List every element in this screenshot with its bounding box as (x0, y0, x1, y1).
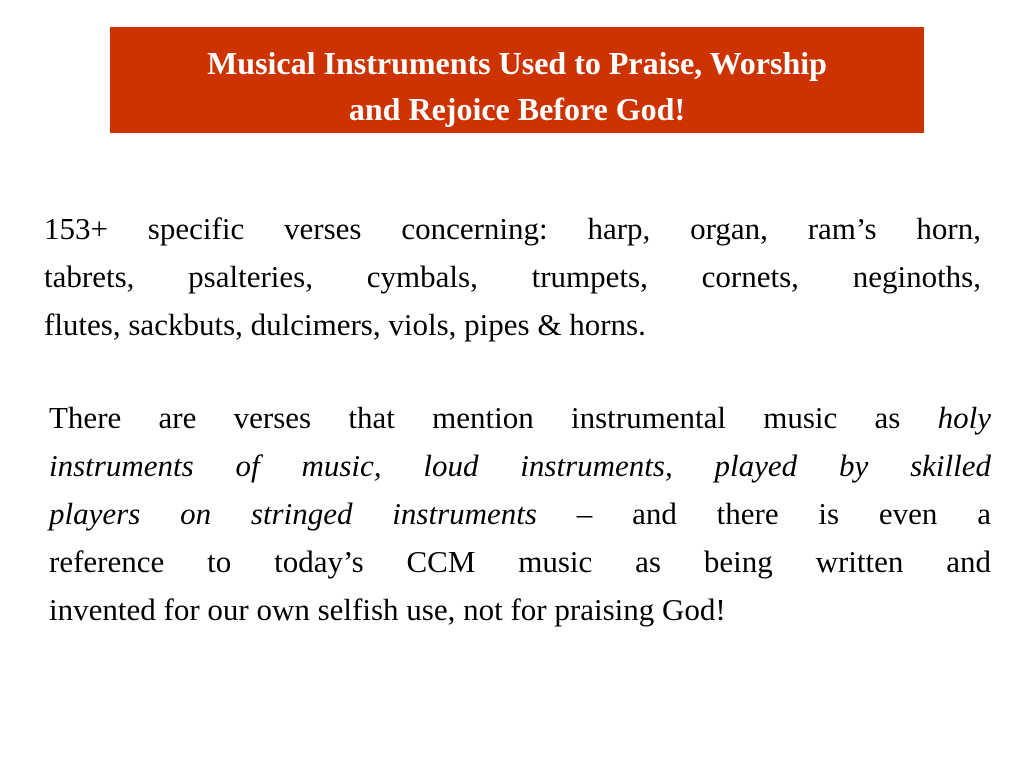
paragraph2-line-1 (49, 394, 991, 442)
slide-title-line-2: and Rejoice Before God! (348, 91, 686, 127)
paragraph1-line-2: tabrets, psalteries, cymbals, trumpets, cornets, neginoths, (44, 259, 981, 294)
paragraph2-line-2-italic: instruments of music, loud instruments, played by skilled (49, 448, 991, 483)
paragraph2-line-5: invented for our own selfish use, not for praising God! (49, 592, 726, 627)
slide-title-line-1: Musical Instruments Used to Praise, Worship (207, 45, 827, 81)
paragraph2-line-1-text: There are verses that mention instrumental music as (49, 400, 938, 435)
paragraph2-line-4: reference to today’s CCM music as being written and (49, 544, 991, 579)
paragraph2-line-1-italic: holy (937, 400, 991, 435)
paragraph1-line-3: flutes, sackbuts, dulcimers, viols, pipes & horns. (44, 307, 646, 342)
paragraph2-line-2 (49, 442, 991, 490)
paragraph2-line-3-italic: players on stringed instruments (49, 496, 537, 531)
paragraph2-line-3 (49, 490, 991, 538)
paragraph1-line-1: 153+ specific verses concerning: harp, organ, ram’s horn, (44, 211, 981, 246)
instrumental-music-paragraph (49, 394, 991, 634)
instrument-list-paragraph (44, 205, 981, 349)
paragraph2-line-3-text: – and there is even a (536, 496, 991, 531)
title-banner (110, 27, 924, 133)
